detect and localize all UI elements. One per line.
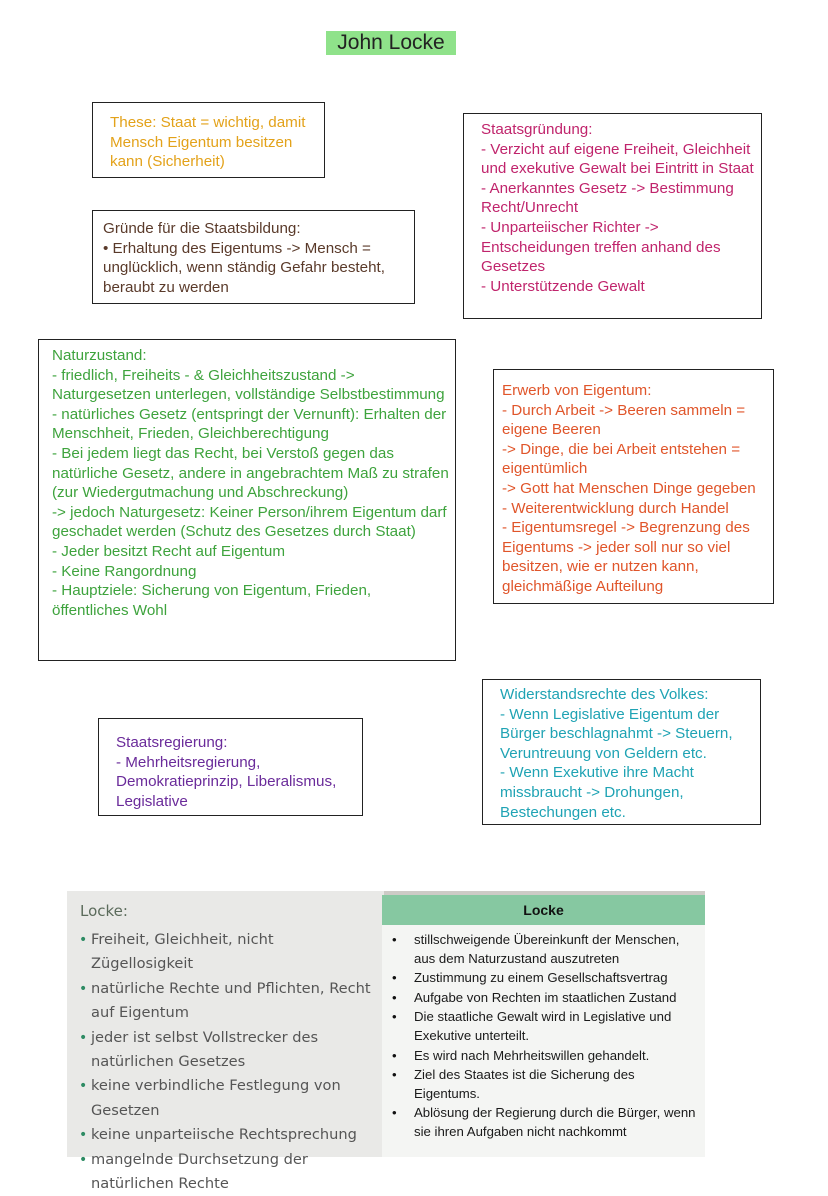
staatsgruendung-list: [481, 140, 755, 297]
textbook-photo: [67, 891, 705, 1193]
list-item: -> Gott hat Menschen Dinge gegeben: [502, 479, 756, 497]
gruende-heading: Gründe für die Staatsbildung:: [103, 220, 301, 237]
erwerb-list: [502, 401, 771, 597]
list-item: • jeder ist selbst Vollstrecker des natürlichen Gesetzes: [79, 1026, 379, 1075]
list-item: - Weiterentwicklung durch Handel: [502, 499, 729, 517]
list-item: • Die staatliche Gewalt wird in Legislative und Exekutive unterteilt.: [382, 1008, 698, 1045]
list-item: -> Dinge, die bei Arbeit entstehen = eigentümlich: [502, 440, 741, 478]
list-item: - Jeder besitzt Recht auf Eigentum: [52, 542, 285, 560]
list-item: - friedlich, Freiheits - & Gleichheitszustand -> Naturgesetzen unterlegen, vollständige Selbstbestimmung: [52, 366, 445, 404]
list-item: • natürliche Rechte und Pflichten, Recht auf Eigentum: [79, 977, 379, 1026]
list-item: - Unparteiischer Richter -> Entscheidungen treffen anhand des Gesetzes: [481, 218, 721, 276]
photo-left-heading: Locke:: [80, 902, 128, 920]
regierung-box: [98, 718, 363, 816]
photo-right-list: [382, 931, 698, 1142]
list-item: - Keine Rangordnung: [52, 562, 197, 580]
list-item: • mangelnde Durchsetzung der natürlichen Rechte: [79, 1148, 379, 1196]
thesis-text: These: Staat = wichtig, damit Mensch Eigentum besitzen kann (Sicherheit): [110, 114, 306, 171]
gruende-list: [103, 239, 408, 298]
regierung-heading: Staatsregierung:: [116, 734, 228, 751]
thesis-box: [92, 102, 325, 178]
list-item: - Anerkanntes Gesetz -> Bestimmung Recht/Unrecht: [481, 179, 734, 217]
list-item: - Unterstützende Gewalt: [481, 277, 645, 295]
list-item: - natürliches Gesetz (entspringt der Vernunft): Erhalten der Menschheit, Frieden, Gleichberechtigung: [52, 405, 447, 443]
list-item: - Durch Arbeit -> Beeren sammeln = eigene Beeren: [502, 401, 746, 439]
list-item: - Eigentumsregel -> Begrenzung des Eigentums -> jeder soll nur so viel besitzen, wie er nutzen kann, gleichmäßige Aufteilung: [502, 519, 750, 595]
widerstand-box: [482, 679, 761, 825]
list-item: • Ablösung der Regierung durch die Bürger, wenn sie ihren Aufgaben nicht nachkommt: [382, 1104, 698, 1141]
photo-right-column: [382, 895, 705, 1157]
list-item: - Mehrheitsregierung, Demokratieprinzip, Liberalismus, Legislative: [116, 753, 337, 810]
staatsgruendung-box: [463, 113, 762, 319]
list-item: - Wenn Legislative Eigentum der Bürger beschlagnahmt -> Steuern, Veruntreuung von Geldern etc.: [500, 705, 733, 762]
widerstand-list: [500, 705, 756, 823]
list-item: - Verzicht auf eigene Freiheit, Gleichheit und exekutive Gewalt bei Eintritt in Staat: [481, 140, 754, 178]
list-item: - Bei jedem liegt das Recht, bei Verstoß gegen das natürliche Gesetz, andere in angebrachtem Maß zu strafen (zur Wiedergutmachung und Abschreckung): [52, 444, 449, 502]
erwerb-box: [493, 369, 774, 604]
list-item: • Ziel des Staates ist die Sicherung des Eigentums.: [382, 1066, 698, 1103]
gruende-box: [92, 210, 415, 304]
list-item: • Es wird nach Mehrheitswillen gehandelt.: [382, 1047, 698, 1066]
photo-left-column: [67, 891, 384, 1193]
list-item: • Zustimmung zu einem Gesellschaftsvertrag: [382, 969, 698, 988]
naturzustand-box: [38, 339, 456, 661]
list-item: • Freiheit, Gleichheit, nicht Zügellosigkeit: [79, 928, 379, 977]
naturzustand-heading: Naturzustand:: [52, 347, 147, 364]
photo-right-heading: Locke: [382, 895, 705, 925]
naturzustand-list: [52, 366, 449, 621]
regierung-list: [116, 753, 358, 812]
photo-left-list: [79, 928, 379, 1196]
list-item: • keine verbindliche Festlegung von Gesetzen: [79, 1074, 379, 1123]
widerstand-heading: Widerstandsrechte des Volkes:: [500, 686, 709, 703]
list-item: • Erhaltung des Eigentums -> Mensch = unglücklich, wenn ständig Gefahr besteht, beraubt zu werden: [103, 239, 385, 296]
list-item: • keine unparteiische Rechtsprechung: [79, 1123, 379, 1147]
list-item: • Aufgabe von Rechten im staatlichen Zustand: [382, 989, 698, 1008]
list-item: • stillschweigende Übereinkunft der Menschen, aus dem Naturzustand auszutreten: [382, 931, 698, 968]
staatsgruendung-heading: Staatsgründung:: [481, 121, 593, 138]
list-item: - Wenn Exekutive ihre Macht missbraucht -> Drohungen, Bestechungen etc.: [500, 764, 694, 821]
erwerb-heading: Erwerb von Eigentum:: [502, 382, 652, 399]
list-item: -> jedoch Naturgesetz: Keiner Person/ihrem Eigentum darf geschadet werden (Schutz des Gesetzes durch Staat): [52, 503, 447, 541]
page-title: John Locke: [326, 31, 456, 55]
list-item: - Hauptziele: Sicherung von Eigentum, Frieden, öffentliches Wohl: [52, 582, 372, 619]
